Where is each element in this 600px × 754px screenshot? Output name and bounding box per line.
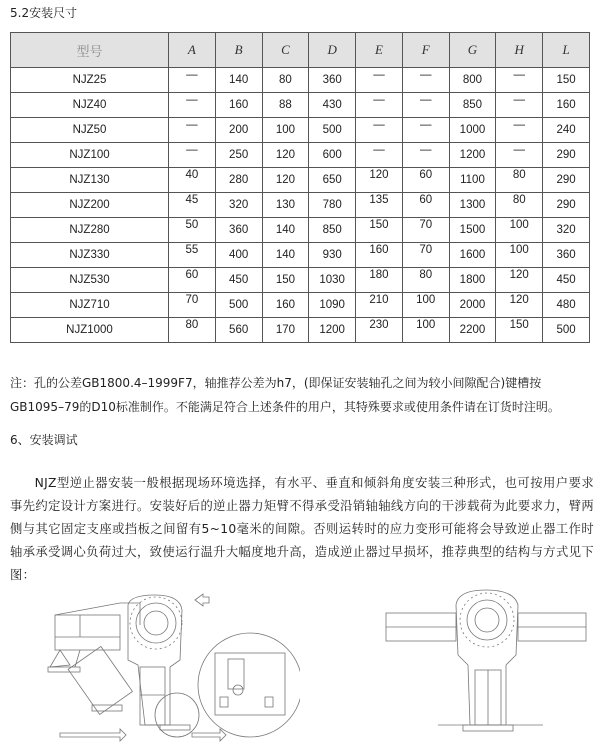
cell-c [262, 218, 309, 243]
cell-l [543, 268, 590, 293]
cell-g [449, 143, 496, 168]
cell-b [215, 293, 262, 318]
cell-value: 80 [512, 169, 526, 181]
cell-e [356, 143, 403, 168]
cell-f [402, 318, 449, 343]
header-e: E [356, 33, 403, 68]
cell-b [215, 218, 262, 243]
cell-value: 210 [369, 294, 389, 306]
cell-value: 290 [556, 199, 576, 211]
cell-model [11, 293, 169, 318]
cell-value: 430 [322, 99, 342, 111]
cell-g [449, 93, 496, 118]
cell-value: 1000 [459, 124, 486, 136]
cell-value: 150 [275, 274, 295, 286]
cell-d [309, 318, 356, 343]
cell-value: NJZ710 [69, 299, 110, 311]
cell-d [309, 118, 356, 143]
cell-g [449, 243, 496, 268]
cell-value: 230 [369, 319, 389, 331]
cell-value: 250 [229, 149, 249, 161]
cell-value: 850 [322, 224, 342, 236]
cell-value: 120 [369, 169, 389, 181]
cell-value: 780 [322, 199, 342, 211]
cell-value: — [186, 119, 198, 131]
cell-b [215, 318, 262, 343]
cell-value: 1030 [319, 274, 345, 286]
cell-value: 140 [275, 249, 295, 261]
cell-d [309, 268, 356, 293]
cell-value: — [373, 144, 385, 156]
cell-f [402, 293, 449, 318]
cell-value: 600 [322, 149, 342, 161]
cell-value: 100 [509, 219, 529, 231]
cell-value: — [419, 69, 432, 81]
cell-h [496, 218, 543, 243]
cell-a [169, 243, 216, 268]
table-row [11, 243, 590, 268]
cell-value: 480 [556, 299, 576, 311]
cell-model [11, 118, 169, 143]
cell-h [496, 68, 543, 93]
cell-g [449, 268, 496, 293]
cell-value: 160 [369, 244, 389, 256]
cell-value: 120 [509, 294, 529, 306]
cell-d [309, 243, 356, 268]
cell-value: 120 [275, 149, 295, 161]
cell-value: NJZ100 [69, 149, 110, 161]
cell-h [496, 318, 543, 343]
cell-value: 150 [369, 219, 389, 231]
cell-value: 160 [229, 99, 249, 111]
cell-value: 200 [229, 124, 249, 136]
cell-a [169, 218, 216, 243]
cell-value: 60 [419, 169, 433, 181]
cell-f [402, 93, 449, 118]
cell-value: 80 [279, 74, 292, 86]
cell-b [215, 243, 262, 268]
section6-title: 6、安装调试 [10, 433, 78, 447]
cell-value: 50 [185, 219, 199, 231]
cell-value: — [513, 144, 525, 156]
cell-value: — [186, 94, 198, 106]
cell-value: NJZ530 [69, 274, 110, 286]
cell-l [543, 193, 590, 218]
cell-model [11, 268, 169, 293]
cell-a [169, 168, 216, 193]
cell-c [262, 118, 309, 143]
cell-l [543, 218, 590, 243]
cell-h [496, 268, 543, 293]
cell-value: 45 [185, 194, 199, 206]
cell-value: — [513, 69, 525, 81]
table-row [11, 143, 590, 168]
cell-value: — [419, 144, 432, 156]
cell-d [309, 218, 356, 243]
cell-value: 120 [275, 174, 295, 186]
table-row [11, 193, 590, 218]
cell-g [449, 218, 496, 243]
cell-value: 360 [556, 249, 576, 261]
cell-b [215, 193, 262, 218]
cell-g [449, 293, 496, 318]
cell-value: 500 [229, 299, 249, 311]
table-row [11, 318, 590, 343]
installation-drawing-left [20, 575, 300, 750]
header-model: 型号 [11, 33, 169, 68]
cell-value: 2200 [459, 324, 486, 336]
cell-value: 280 [229, 174, 249, 186]
cell-value: NJZ330 [69, 249, 110, 261]
cell-value: 800 [462, 74, 483, 86]
header-l: L [543, 33, 590, 68]
cell-b [215, 143, 262, 168]
cell-value: 70 [185, 294, 199, 306]
cell-value: 100 [275, 124, 295, 136]
cell-model [11, 218, 169, 243]
cell-value: 160 [556, 99, 576, 111]
cell-f [402, 243, 449, 268]
cell-e [356, 68, 403, 93]
cell-c [262, 193, 309, 218]
cell-d [309, 143, 356, 168]
cell-value: 100 [509, 244, 529, 256]
cell-d [309, 193, 356, 218]
installation-dimensions-table [10, 32, 590, 343]
cell-value: 1600 [459, 249, 486, 261]
cell-value: 290 [556, 174, 576, 186]
cell-e [356, 293, 403, 318]
cell-value: 560 [229, 324, 249, 336]
table-row [11, 168, 590, 193]
cell-value: 1300 [459, 199, 486, 211]
cell-c [262, 68, 309, 93]
cell-value: NJZ50 [72, 124, 107, 136]
cell-value: — [186, 144, 198, 156]
cell-c [262, 93, 309, 118]
cell-d [309, 93, 356, 118]
cell-a [169, 68, 216, 93]
cell-g [449, 318, 496, 343]
section-title: 5.2安装尺寸 [10, 6, 78, 20]
cell-value: — [373, 69, 385, 81]
cell-value: — [373, 119, 385, 131]
table-header-row [11, 33, 590, 68]
cell-value: 100 [416, 319, 436, 331]
cell-c [262, 168, 309, 193]
cell-value: 135 [369, 194, 389, 206]
cell-c [262, 243, 309, 268]
cell-value: — [373, 94, 385, 106]
cell-value: 100 [416, 294, 436, 306]
cell-value: 160 [275, 299, 295, 311]
cell-b [215, 118, 262, 143]
cell-a [169, 268, 216, 293]
cell-model [11, 318, 169, 343]
cell-c [262, 268, 309, 293]
cell-value: 930 [322, 249, 342, 261]
cell-e [356, 218, 403, 243]
table-row [11, 68, 590, 93]
cell-value: 40 [185, 169, 199, 181]
cell-l [543, 318, 590, 343]
cell-f [402, 193, 449, 218]
header-a: A [169, 33, 216, 68]
cell-value: — [419, 94, 432, 106]
cell-value: NJZ200 [69, 199, 110, 211]
cell-d [309, 168, 356, 193]
cell-model [11, 143, 169, 168]
cell-value: 320 [556, 224, 576, 236]
cell-value: 450 [229, 274, 249, 286]
cell-value: 120 [509, 269, 529, 281]
header-h: H [496, 33, 543, 68]
cell-c [262, 143, 309, 168]
cell-value: NJZ130 [69, 174, 110, 186]
cell-f [402, 168, 449, 193]
cell-value: 140 [275, 224, 295, 236]
cell-h [496, 293, 543, 318]
cell-value: 1100 [460, 174, 485, 186]
cell-h [496, 168, 543, 193]
installation-paragraph: NJZ型逆止器安装一般根据现场环境选择，有水平、垂直和倾斜角度安装三种形式，也可按用户要求事先约定设计方案进行。安装好后的逆止器力矩臂不得承受沿销轴轴线方向的干涉载荷为此要求力，臂两侧与其它固定支座或挡板之间留有5~10毫米的间隙。否则运转时的应力变形可能将会导致逆止器工作时轴承承受调心负荷过大，致使运行温升大幅度地升高，造成逆止器过早损坏，推荐典型的结构与方式见下图： [10, 476, 594, 582]
cell-value: 1200 [319, 324, 345, 336]
cell-value: NJZ25 [72, 74, 107, 86]
cell-value: 2000 [459, 299, 486, 311]
cell-g [449, 68, 496, 93]
cell-e [356, 118, 403, 143]
cell-f [402, 118, 449, 143]
cell-value: NJZ1000 [66, 324, 113, 336]
cell-a [169, 293, 216, 318]
cell-value: 1090 [319, 299, 345, 311]
cell-g [449, 168, 496, 193]
cell-d [309, 293, 356, 318]
cell-g [449, 193, 496, 218]
table-row [11, 218, 590, 243]
cell-c [262, 293, 309, 318]
cell-value: 88 [279, 99, 292, 111]
cell-l [543, 68, 590, 93]
cell-value: 500 [556, 324, 576, 336]
cell-g [449, 118, 496, 143]
cell-value: 170 [275, 324, 295, 336]
cell-h [496, 193, 543, 218]
cell-model [11, 243, 169, 268]
cell-value: 850 [462, 99, 483, 111]
table-row [11, 293, 590, 318]
cell-a [169, 118, 216, 143]
cell-e [356, 93, 403, 118]
cell-h [496, 118, 543, 143]
cell-f [402, 68, 449, 93]
cell-a [169, 318, 216, 343]
cell-value: 150 [556, 74, 576, 86]
cell-a [169, 93, 216, 118]
table-row [11, 93, 590, 118]
cell-value: 55 [185, 244, 199, 256]
cell-b [215, 268, 262, 293]
header-b: B [215, 33, 262, 68]
cell-f [402, 218, 449, 243]
cell-value: 290 [556, 149, 576, 161]
cell-value: NJZ280 [69, 224, 110, 236]
cell-l [543, 143, 590, 168]
cell-value: NJZ40 [72, 99, 107, 111]
cell-l [543, 293, 590, 318]
cell-value: 360 [229, 224, 249, 236]
cell-h [496, 143, 543, 168]
cell-model [11, 168, 169, 193]
cell-value: 70 [419, 219, 433, 231]
cell-model [11, 93, 169, 118]
cell-d [309, 68, 356, 93]
cell-value: — [513, 119, 525, 131]
cell-value: 130 [275, 199, 295, 211]
cell-e [356, 168, 403, 193]
cell-h [496, 243, 543, 268]
cell-value: 1500 [459, 224, 486, 236]
cell-value: 80 [512, 194, 526, 206]
cell-e [356, 268, 403, 293]
cell-e [356, 318, 403, 343]
cell-value: 400 [229, 249, 249, 261]
cell-value: 650 [322, 174, 342, 186]
note-text: 注：孔的公差GB1800.4–1999F7，轴推荐公差为h7，(即保证安装轴孔之间为较小间隙配合)键槽按GB1095–79的D10标准制作。不能满足符合上述条件的用户，其特殊要求或使用条件请在订货时注明。 [10, 376, 560, 414]
header-g: G [449, 33, 496, 68]
cell-value: 150 [509, 319, 529, 331]
cell-value: 60 [185, 269, 199, 281]
cell-value: 140 [229, 74, 249, 86]
header-c: C [262, 33, 309, 68]
cell-l [543, 168, 590, 193]
cell-model [11, 68, 169, 93]
cell-b [215, 93, 262, 118]
cell-e [356, 193, 403, 218]
cell-value: 80 [419, 269, 433, 281]
cell-l [543, 118, 590, 143]
cell-value: — [513, 94, 525, 106]
cell-b [215, 68, 262, 93]
cell-value: — [419, 119, 432, 131]
cell-value: 1800 [459, 274, 486, 286]
cell-c [262, 318, 309, 343]
cell-value: 60 [419, 194, 433, 206]
header-f: F [402, 33, 449, 68]
cell-value: 240 [556, 124, 576, 136]
cell-value: 320 [229, 199, 249, 211]
cell-value: 70 [419, 244, 433, 256]
cell-value: 360 [322, 74, 342, 86]
cell-model [11, 193, 169, 218]
cell-a [169, 193, 216, 218]
cell-a [169, 143, 216, 168]
header-d: D [309, 33, 356, 68]
cell-value: — [186, 69, 198, 81]
cell-value: 450 [556, 274, 576, 286]
cell-f [402, 143, 449, 168]
cell-l [543, 93, 590, 118]
cell-h [496, 93, 543, 118]
installation-drawing-right [378, 575, 593, 750]
table-row [11, 118, 590, 143]
cell-value: 180 [369, 269, 389, 281]
cell-l [543, 243, 590, 268]
cell-value: 500 [322, 124, 342, 136]
cell-b [215, 168, 262, 193]
cell-value: 80 [185, 319, 199, 331]
cell-e [356, 243, 403, 268]
cell-f [402, 268, 449, 293]
cell-value: 1200 [459, 149, 486, 161]
table-row [11, 268, 590, 293]
